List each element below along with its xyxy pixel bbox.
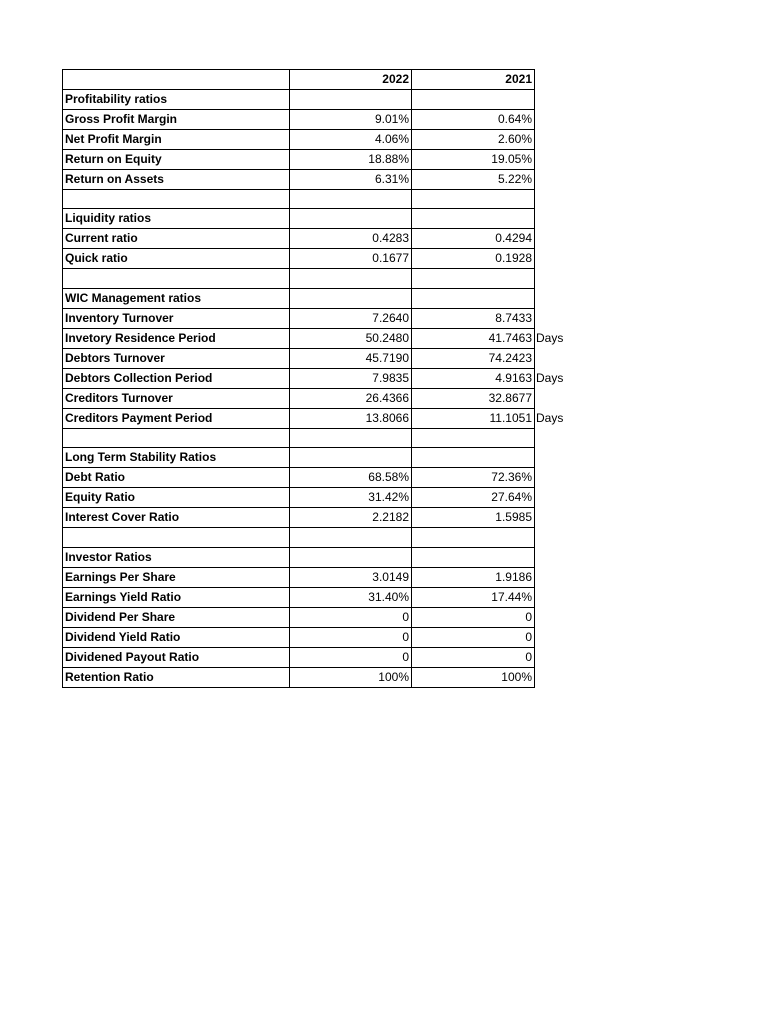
row-label-cell: Retention Ratio [63,667,290,687]
blank-row [63,428,575,447]
row-label-cell [63,428,290,447]
unit-cell [535,209,575,229]
unit-cell [535,647,575,667]
section-header-row [63,288,575,308]
unit-cell [535,249,575,269]
row-label-cell: Debtors Turnover [63,348,290,368]
value-2022-cell [290,269,412,288]
row-label-cell [63,528,290,547]
value-2021-cell [412,269,535,288]
unit-cell [535,488,575,508]
unit-cell [535,150,575,170]
unit-cell [535,448,575,468]
value-2022-cell: 0 [290,647,412,667]
value-2021-cell: 27.64% [412,488,535,508]
value-2021-cell: 4.9163 [412,368,535,388]
row-label-cell: Long Term Stability Ratios [63,448,290,468]
value-2021-cell: 11.1051 [412,408,535,428]
header-2021-cell: 2021 [412,70,535,90]
value-2022-cell: 31.42% [290,488,412,508]
row-label-cell: Equity Ratio [63,488,290,508]
ratios-table-body [63,70,575,688]
row-label-cell: Net Profit Margin [63,130,290,150]
table-row [63,388,575,408]
section-header-row [63,90,575,110]
value-2021-cell [412,528,535,547]
unit-cell [535,547,575,567]
unit-cell: Days [536,330,564,345]
value-2022-cell: 2.2182 [290,508,412,528]
row-label-cell: Investor Ratios [63,547,290,567]
blank-row [63,190,575,209]
row-label-cell [63,190,290,209]
value-2022-cell [290,547,412,567]
value-2022-cell [290,209,412,229]
table-row [63,627,575,647]
unit-cell: Days [536,370,564,385]
value-2022-cell: 68.58% [290,468,412,488]
unit-cell [535,587,575,607]
row-label-cell: Dividend Per Share [63,607,290,627]
table-row [63,348,575,368]
header-row [63,70,575,90]
unit-cell [535,388,575,408]
value-2021-cell: 41.7463 [412,328,535,348]
row-label-cell: Debtors Collection Period [63,368,290,388]
value-2021-cell [412,448,535,468]
section-header-row [63,448,575,468]
row-label-cell: Earnings Yield Ratio [63,587,290,607]
unit-cell [535,428,575,447]
value-2022-cell [290,528,412,547]
row-label-cell: Creditors Turnover [63,388,290,408]
value-2022-cell: 31.40% [290,587,412,607]
row-label-cell: Current ratio [63,229,290,249]
row-label-cell: Earnings Per Share [63,567,290,587]
value-2022-cell [290,448,412,468]
unit-cell [535,468,575,488]
row-label-cell: Creditors Payment Period [63,408,290,428]
value-2022-cell: 6.31% [290,170,412,190]
value-2021-cell [412,90,535,110]
value-2021-cell: 5.22% [412,170,535,190]
row-label-cell: Profitability ratios [63,90,290,110]
header-label-cell [63,70,290,90]
section-header-row [63,547,575,567]
table-row [63,468,575,488]
table-row [63,130,575,150]
value-2021-cell: 0 [412,647,535,667]
value-2021-cell [412,428,535,447]
value-2022-cell [290,90,412,110]
value-2022-cell: 4.06% [290,130,412,150]
row-label-cell [63,269,290,288]
ratios-table [62,69,575,688]
value-2021-cell [412,288,535,308]
unit-cell [535,288,575,308]
value-2022-cell: 0.1677 [290,249,412,269]
table-row [63,567,575,587]
table-row [63,368,575,388]
value-2022-cell [290,428,412,447]
value-2021-cell: 72.36% [412,468,535,488]
table-row [63,249,575,269]
value-2021-cell: 2.60% [412,130,535,150]
value-2022-cell: 26.4366 [290,388,412,408]
value-2022-cell: 0.4283 [290,229,412,249]
table-row [63,607,575,627]
value-2022-cell: 50.2480 [290,328,412,348]
row-label-cell: WIC Management ratios [63,288,290,308]
value-2022-cell: 7.2640 [290,308,412,328]
value-2022-cell: 45.7190 [290,348,412,368]
value-2021-cell: 32.8677 [412,388,535,408]
value-2022-cell: 13.8066 [290,408,412,428]
value-2021-cell: 0 [412,607,535,627]
row-label-cell: Quick ratio [63,249,290,269]
unit-cell [535,528,575,547]
row-label-cell: Inventory Turnover [63,308,290,328]
table-row [63,587,575,607]
value-2021-cell: 0.1928 [412,249,535,269]
unit-cell [535,190,575,209]
unit-cell [535,607,575,627]
value-2021-cell: 17.44% [412,587,535,607]
value-2022-cell: 0 [290,607,412,627]
unit-cell [535,508,575,528]
table-row [63,110,575,130]
unit-cell [535,627,575,647]
row-label-cell: Dividened Payout Ratio [63,647,290,667]
unit-cell [535,348,575,368]
value-2021-cell: 8.7433 [412,308,535,328]
header-2022-cell: 2022 [290,70,412,90]
value-2021-cell: 0.64% [412,110,535,130]
row-label-cell: Return on Equity [63,150,290,170]
row-label-cell: Dividend Yield Ratio [63,627,290,647]
table-row [63,328,575,348]
value-2022-cell: 0 [290,627,412,647]
table-row [63,308,575,328]
value-2022-cell: 7.9835 [290,368,412,388]
value-2022-cell [290,288,412,308]
value-2022-cell [290,190,412,209]
unit-cell [535,130,575,150]
value-2021-cell: 0.4294 [412,229,535,249]
value-2021-cell [412,547,535,567]
row-label-cell: Liquidity ratios [63,209,290,229]
unit-cell [535,308,575,328]
table-row [63,647,575,667]
value-2021-cell: 19.05% [412,150,535,170]
table-row [63,229,575,249]
value-2021-cell [412,209,535,229]
row-label-cell: Interest Cover Ratio [63,508,290,528]
header-unit-cell [535,70,575,90]
section-header-row [63,209,575,229]
unit-cell [535,90,575,110]
value-2022-cell: 9.01% [290,110,412,130]
value-2021-cell: 1.9186 [412,567,535,587]
value-2021-cell: 100% [412,667,535,687]
unit-cell [535,229,575,249]
blank-row [63,528,575,547]
table-row [63,488,575,508]
unit-cell [535,170,575,190]
unit-cell [535,269,575,288]
value-2021-cell: 1.5985 [412,508,535,528]
unit-cell [535,567,575,587]
table-row [63,150,575,170]
row-label-cell: Gross Profit Margin [63,110,290,130]
table-row [63,170,575,190]
row-label-cell: Debt Ratio [63,468,290,488]
value-2021-cell: 74.2423 [412,348,535,368]
table-row [63,667,575,687]
unit-cell [535,110,575,130]
value-2021-cell: 0 [412,627,535,647]
row-label-cell: Invetory Residence Period [63,328,290,348]
value-2022-cell: 18.88% [290,150,412,170]
table-row [63,408,575,428]
value-2022-cell: 100% [290,667,412,687]
unit-cell: Days [536,410,564,425]
value-2021-cell [412,190,535,209]
row-label-cell: Return on Assets [63,170,290,190]
blank-row [63,269,575,288]
value-2022-cell: 3.0149 [290,567,412,587]
unit-cell [535,667,575,687]
table-row [63,508,575,528]
